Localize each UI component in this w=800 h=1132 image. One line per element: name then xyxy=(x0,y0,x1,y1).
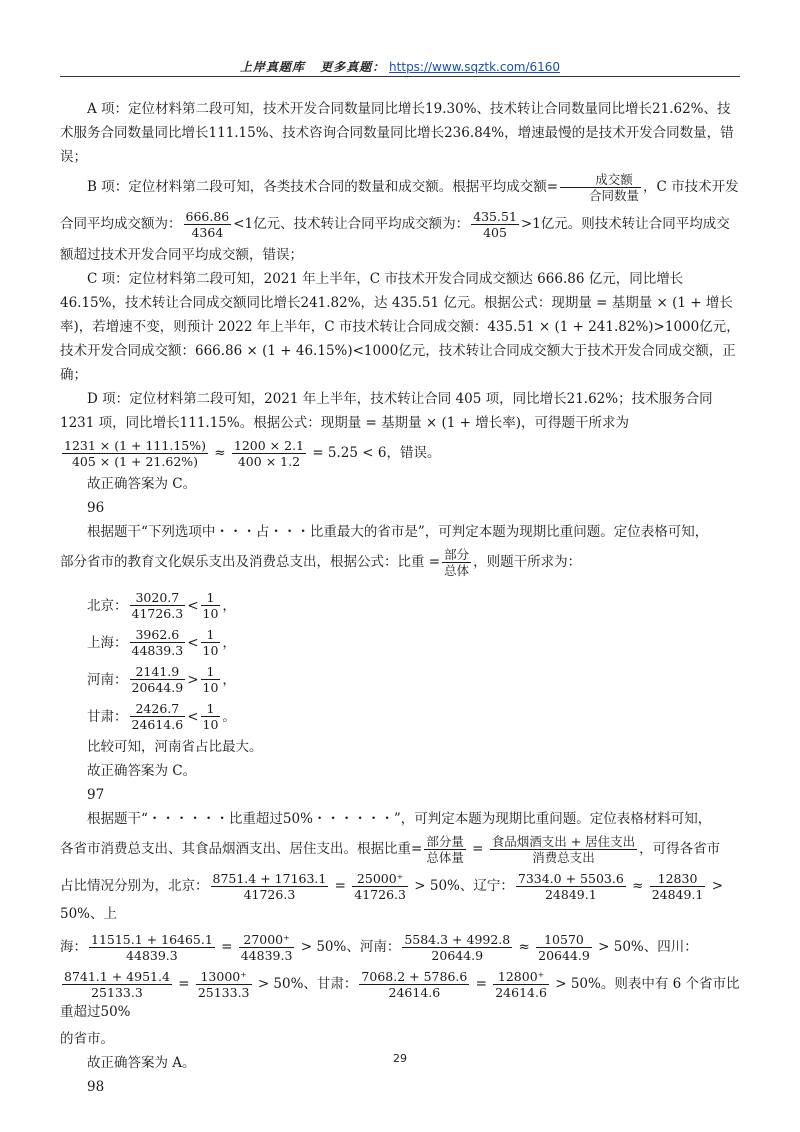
frac-num: 食品烟酒支出 + 居住支出 xyxy=(491,834,636,849)
frac-den: 10 xyxy=(202,680,219,695)
frac-den: 405 × (1 + 21.62%) xyxy=(71,454,199,469)
frac-num: 1 xyxy=(201,627,221,643)
frac-den: 20644.9 xyxy=(131,680,184,695)
frac-den: 总体 xyxy=(444,563,470,578)
question-number-98: 98 xyxy=(87,1079,105,1095)
brand-name: 上岸真题库 xyxy=(239,60,305,74)
frac-den: 10 xyxy=(202,717,219,732)
q97-calc-line3 xyxy=(60,966,740,1027)
beijing-est-fraction xyxy=(352,871,408,902)
frac-den: 24849.1 xyxy=(544,887,597,902)
frac-num: 2141.9 xyxy=(130,664,186,680)
frac-den: 41726.3 xyxy=(354,887,406,902)
frac-num: 1 xyxy=(201,664,221,680)
q96-intro: 根据题干“下列选项中・・・占・・・比重最大的省市是”，可判定本题为现期比重问题。定位表格可知， xyxy=(87,524,709,540)
frac-num: 12830 xyxy=(650,871,706,887)
shanghai-est-fraction xyxy=(239,932,295,963)
more-label: 更多真题： xyxy=(320,60,386,74)
punct: ， xyxy=(222,634,236,651)
q96-formula-line xyxy=(60,544,740,581)
province-row xyxy=(87,624,740,661)
frac-num: 7334.0 + 5503.6 xyxy=(517,871,624,886)
calc-text: 海： xyxy=(60,939,87,955)
frac-den: 400 × 1.2 xyxy=(237,454,301,469)
tenth-fraction xyxy=(201,701,221,732)
liaoning-est-fraction xyxy=(650,871,706,902)
frac-num: 1231 × (1 + 111.15%) xyxy=(64,438,206,453)
calc-text: > 50%、甘肃： xyxy=(257,976,358,992)
ratio-formula xyxy=(442,547,471,578)
option-b-line3: 额超过技术开发合同平均成交额，错误； xyxy=(60,247,303,263)
equals-sign: = xyxy=(178,976,190,992)
answer-95: 故正确答案为 C。 xyxy=(87,476,197,492)
calc-text: > 50%、四川： xyxy=(598,939,698,955)
frac-num: 部分量 xyxy=(426,834,464,849)
frac-num: 435.51 xyxy=(473,209,517,224)
share-formula xyxy=(424,834,466,865)
option-b-text: B 项：定位材料第二段可知，各类技术合同的数量和成交额。根据平均成交额= xyxy=(87,179,559,195)
q97-intro: 根据题干“・・・・・・比重超过50%・・・・・・”，可判定本题为现期比重问题。定位表格材料可知， xyxy=(87,811,712,827)
q96-conclusion: 比较可知，河南省占比最大。 xyxy=(87,739,263,755)
equals-sign: = xyxy=(475,976,487,992)
frac-den: 10 xyxy=(202,643,219,658)
calc-text: > 50%、辽宁： xyxy=(414,878,514,894)
question-number-96: 96 xyxy=(87,500,105,516)
province-name: 甘肃： xyxy=(87,708,128,725)
gansu-sum-fraction xyxy=(359,969,469,1000)
approx-ratio xyxy=(232,438,306,469)
frac-num: 13000⁺ xyxy=(196,969,252,985)
frac-den: 24614.6 xyxy=(131,717,184,732)
frac-den: 24849.1 xyxy=(651,887,704,902)
frac-den: 25133.3 xyxy=(197,985,250,1000)
calc-text: > 50%、河南： xyxy=(300,939,401,955)
option-d-text: D 项：定位材料第二段可知，2021 年上半年，技术转让合同 405 项，同比增长21.62%；技术服务合同 1231 项，同比增长111.15%。根据公式：现期量 = 基期量 × (1 + 增长率)，可得题干所求为 xyxy=(60,391,713,431)
header-divider xyxy=(60,76,740,77)
frac-den: 44839.3 xyxy=(240,948,293,963)
frac-den: 10 xyxy=(202,606,219,621)
province-name: 上海： xyxy=(87,634,128,651)
frac-num: 成交额 xyxy=(560,172,641,188)
avg-formula xyxy=(560,172,641,203)
frac-num: 部分 xyxy=(444,547,470,562)
province-row xyxy=(87,661,740,698)
option-b-line1 xyxy=(60,169,740,206)
q97-calc-line1 xyxy=(60,868,740,929)
frac-num: 7068.2 + 5786.6 xyxy=(361,969,468,984)
frac-den: 消费总支出 xyxy=(532,850,595,865)
option-d-formula xyxy=(60,435,740,472)
frac-den: 41726.3 xyxy=(243,887,296,902)
question-number-97: 97 xyxy=(87,787,105,803)
province-ratio-list xyxy=(60,587,740,735)
compare-sign: < xyxy=(187,634,199,651)
liaoning-sum-fraction xyxy=(516,871,626,902)
frac-num: 2426.7 xyxy=(130,701,186,717)
frac-den: 44839.3 xyxy=(131,643,184,658)
frac-den: 20644.9 xyxy=(538,948,590,963)
frac-num: 1 xyxy=(201,701,221,717)
page-header xyxy=(0,58,800,75)
frac-num: 8741.1 + 4951.4 xyxy=(64,969,170,984)
frac-num: 1 xyxy=(201,590,221,606)
q97-formula-line xyxy=(60,831,740,868)
answer-96: 故正确答案为 C。 xyxy=(87,763,197,779)
frac-num: 25000⁺ xyxy=(352,871,408,887)
province-row xyxy=(87,698,740,735)
frac-den: 41726.3 xyxy=(131,606,184,621)
frac-den: 20644.9 xyxy=(431,948,484,963)
calc-text: > 50%、上 xyxy=(60,878,723,922)
option-c-text: C 项：定位材料第二段可知，2021 年上半年，C 市技术开发合同成交额达 666.86 亿元，同比增长46.15%，技术转让合同成交额同比增长241.82%，达 435.51 亿元。根据公式：现期量 = 基期量 × (1 + 增长率)，若增速不变，则预计 2022 年上半年，C 市技术转让合同成交额：435.51 × (1 + 241.82%)>1000亿元，技术开发合同成交额：666.86 × (1 + 46.15%)<1000亿元，技术转让合同成交额大于技术开发合同成交额，正确； xyxy=(60,271,740,383)
punct: 。 xyxy=(222,708,236,725)
equals-sign: = xyxy=(334,878,346,894)
henan-sum-fraction xyxy=(402,932,512,963)
page-number: 29 xyxy=(393,1052,407,1065)
compare-sign: > xyxy=(187,671,199,688)
q97-calc-line4: 的省市。 xyxy=(60,1031,114,1047)
calc-text: 占比情况分别为，北京： xyxy=(60,878,209,894)
option-b-text: ，C 市技术开发 xyxy=(643,179,739,195)
henan-est-fraction xyxy=(536,932,592,963)
source-link[interactable]: https://www.sqztk.com/6160 xyxy=(389,60,561,74)
q97-text: ，可得各省市 xyxy=(639,841,721,857)
frac-num: 10570 xyxy=(536,932,592,948)
frac-den: 25133.3 xyxy=(91,985,143,1000)
approx-sign: ≈ xyxy=(214,445,226,461)
option-b-text: >1亿元。则技术转让合同平均成交 xyxy=(520,216,730,232)
province-row xyxy=(87,587,740,624)
sichuan-sum-fraction xyxy=(62,969,172,1000)
approx-sign: ≈ xyxy=(632,878,644,894)
frac-den: 405 xyxy=(483,225,507,240)
equals-sign: = xyxy=(221,939,233,955)
dev-avg-fraction xyxy=(184,209,232,240)
option-a-text: A 项：定位材料第二段可知，技术开发合同数量同比增长19.30%、技术转让合同数量同比增长21.62%、技术服务合同数量同比增长111.15%、技术咨询合同数量同比增长236.84%，增速最慢的是技术开发合同数量，错误； xyxy=(60,101,734,165)
province-name: 北京： xyxy=(87,597,128,614)
q97-text: 各省市消费总支出、其食品烟酒支出、居住支出。根据比重= xyxy=(60,841,423,857)
frac-num: 8751.4 + 17163.1 xyxy=(212,871,327,886)
service-transfer-ratio xyxy=(62,438,208,469)
province-name: 河南： xyxy=(87,671,128,688)
answer-97: 故正确答案为 A。 xyxy=(87,1055,196,1071)
frac-den: 合同数量 xyxy=(589,188,640,203)
frac-den: 总体量 xyxy=(426,850,464,865)
tenth-fraction xyxy=(201,627,221,658)
frac-num: 5584.3 + 4992.8 xyxy=(404,932,511,947)
punct: ， xyxy=(222,671,236,688)
option-d-result: = 5.25 < 6，错误。 xyxy=(312,445,441,461)
q96-text: 部分省市的教育文化娱乐支出及消费总支出，根据公式：比重 = xyxy=(60,554,441,570)
province-ratio xyxy=(130,590,186,621)
punct: ， xyxy=(222,597,236,614)
frac-den: 24614.6 xyxy=(495,985,547,1000)
frac-num: 12800⁺ xyxy=(493,969,549,985)
frac-num: 666.86 xyxy=(185,209,230,224)
beijing-sum-fraction xyxy=(211,871,329,902)
tenth-fraction xyxy=(201,664,221,695)
province-ratio xyxy=(130,627,186,658)
compare-sign: < xyxy=(187,597,199,614)
equals-sign: = xyxy=(472,841,484,857)
frac-num: 1200 × 2.1 xyxy=(233,438,305,453)
frac-num: 3020.7 xyxy=(130,590,186,606)
option-b-text: 合同平均成交额为： xyxy=(60,216,182,232)
province-ratio xyxy=(130,664,186,695)
transfer-avg-fraction xyxy=(471,209,519,240)
frac-den: 44839.3 xyxy=(126,948,178,963)
gansu-est-fraction xyxy=(493,969,549,1000)
tenth-fraction xyxy=(201,590,221,621)
frac-den: 4364 xyxy=(191,225,224,240)
option-b-line2 xyxy=(60,206,740,243)
frac-num: 27000⁺ xyxy=(239,932,295,948)
frac-num: 3962.6 xyxy=(130,627,186,643)
shanghai-sum-fraction xyxy=(89,932,215,963)
calc-text: > 50%。则表中有 6 个省市比重超过50% xyxy=(60,976,740,1020)
frac-num: 11515.1 + 16465.1 xyxy=(91,932,213,947)
q97-calc-line2 xyxy=(60,929,740,966)
province-ratio xyxy=(130,701,186,732)
compare-sign: < xyxy=(187,708,199,725)
document-body xyxy=(60,97,740,1099)
option-b-text: <1亿元、技术转让合同平均成交额为： xyxy=(233,216,470,232)
q96-text: ，则题干所求为： xyxy=(473,554,582,570)
expense-formula xyxy=(490,834,637,865)
approx-sign: ≈ xyxy=(518,939,530,955)
frac-den: 24614.6 xyxy=(388,985,441,1000)
sichuan-est-fraction xyxy=(196,969,252,1000)
